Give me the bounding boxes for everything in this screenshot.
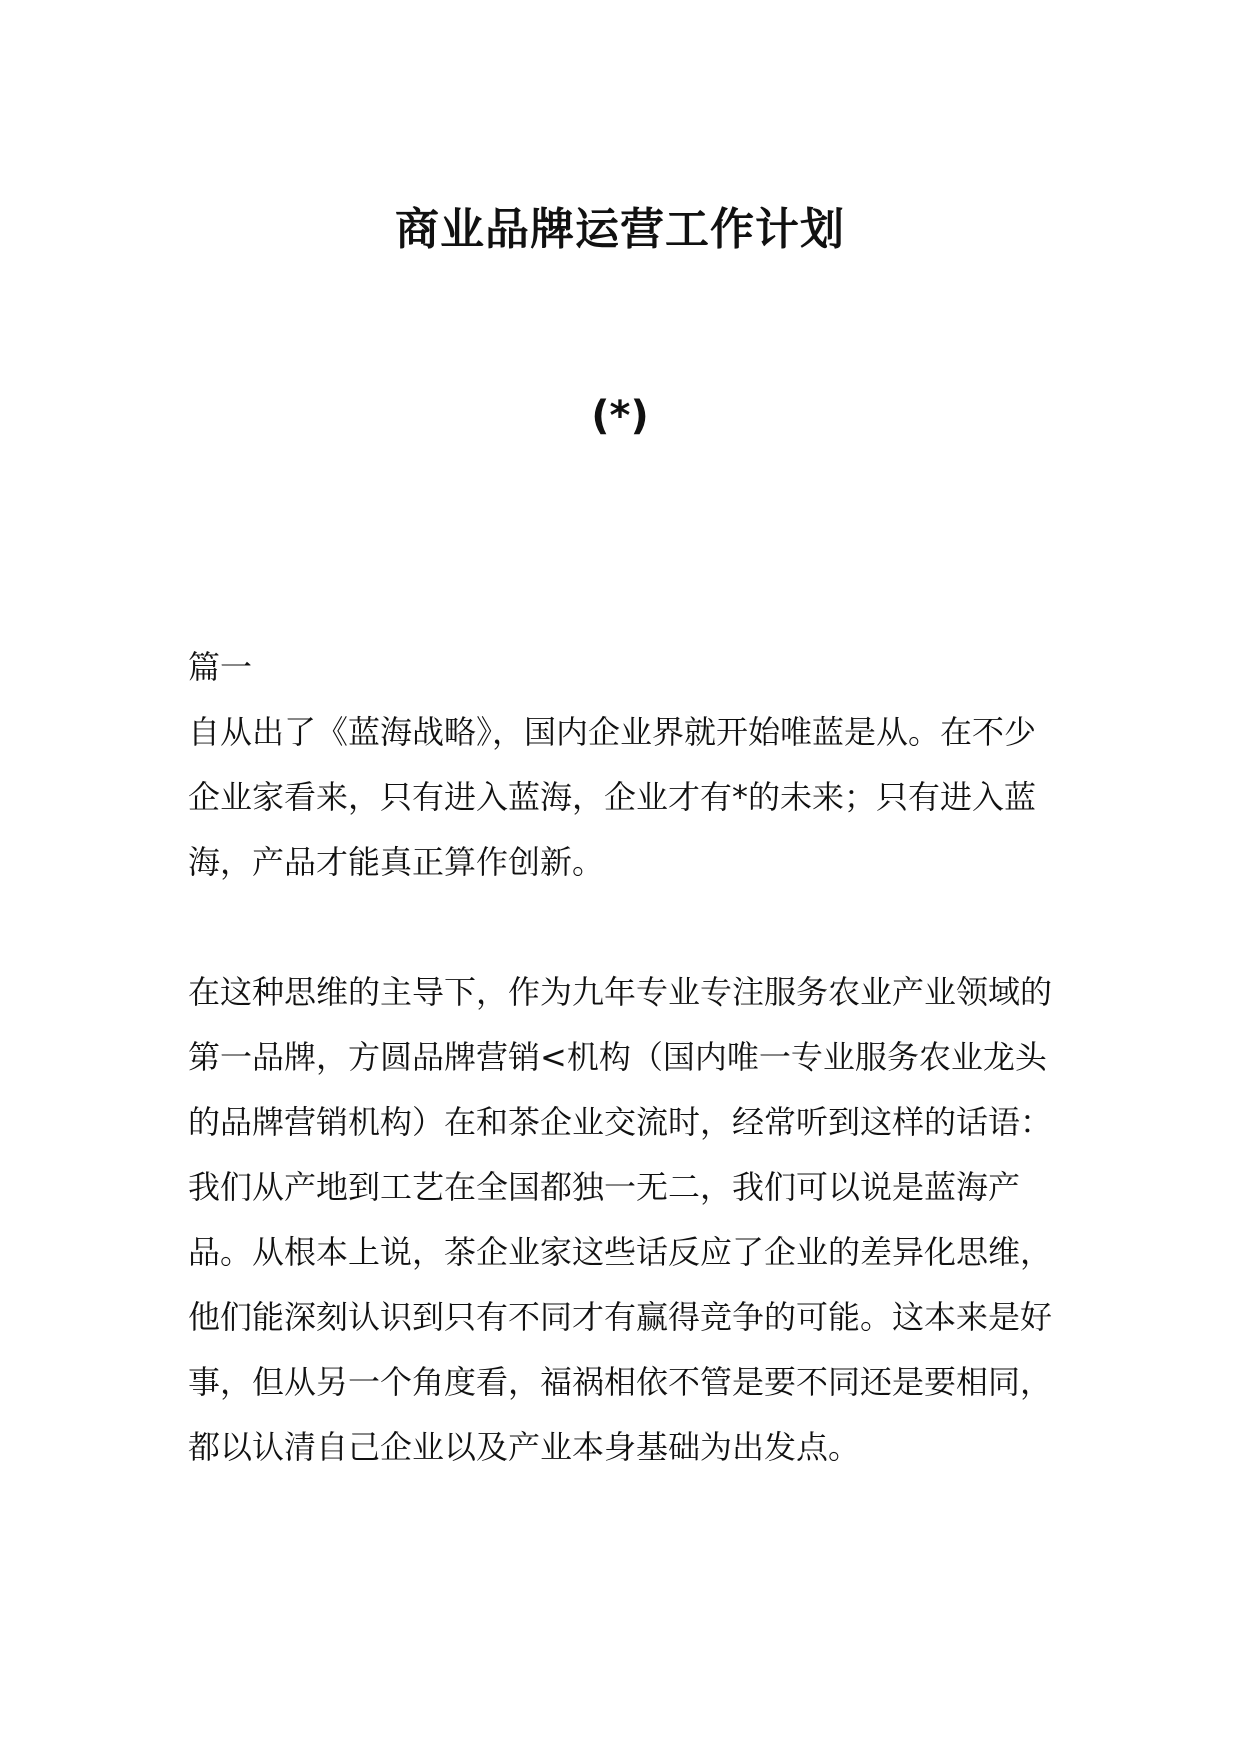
paragraph-2: 在这种思维的主导下，作为九年专业专注服务农业产业领域的第一品牌，方圆品牌营销<机构（国内唯一专业服务农业龙头的品牌营销机构）在和茶企业交流时，经常听到这样的话语：我们从产地到工艺在全国都独一无二，我们可以说是蓝海产品。从根本上说，茶企业家这些话反应了企业的差异化思维，他们能深刻认识到只有不同才有赢得竞争的可能。这本来是好事，但从另一个角度看，福祸相依不管是要不同还是要相同，都以认清自己企业以及产业本身基础为出发点。 bbox=[188, 973, 1053, 1466]
document-title: 商业品牌运营工作计划 bbox=[395, 204, 845, 255]
paragraph-1: 自从出了《蓝海战略》，国内企业界就开始唯蓝是从。在不少企业家看来，只有进入蓝海，企业才有*的未来；只有进入蓝海，产品才能真正算作创新。 bbox=[188, 713, 1037, 881]
document-subtitle: (*) bbox=[591, 393, 649, 439]
document-body bbox=[188, 634, 1058, 1480]
section-label: 篇一 bbox=[188, 648, 253, 686]
